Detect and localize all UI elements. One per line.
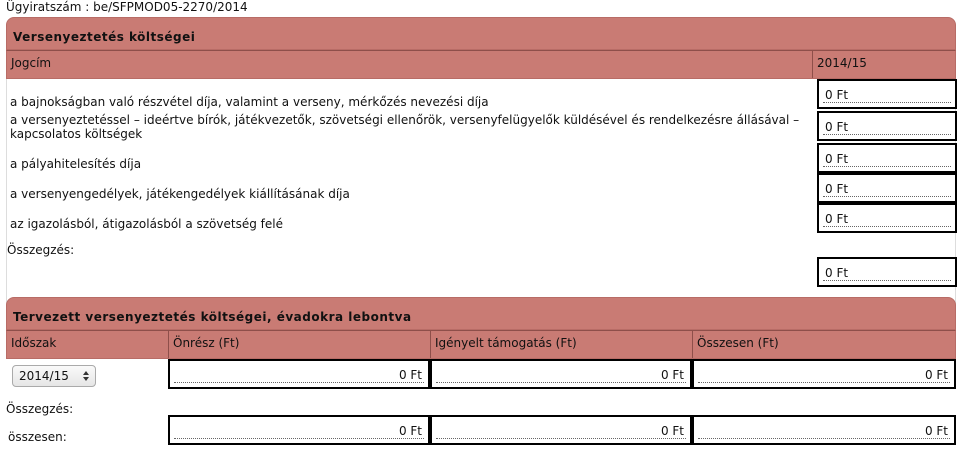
planned-panel (6, 297, 956, 447)
grand-total-field[interactable] (692, 415, 956, 445)
requested-field[interactable] (430, 359, 692, 389)
cost-amount-field[interactable] (817, 111, 957, 141)
own-share-value: 0 Ft (174, 369, 424, 383)
own-share-total-field[interactable] (168, 415, 430, 445)
costs-panel-header (6, 17, 956, 50)
col-season-header: 2014/15 (817, 56, 867, 70)
col-period-header: Időszak (7, 331, 169, 358)
cost-amount-value: 0 Ft (823, 153, 951, 167)
col-total-header: Összesen (Ft) (697, 336, 779, 350)
costs-summary-field[interactable] (817, 257, 957, 287)
cost-row-label: a versenyeztetéssel – ideértve bírók, játékvezetők, szövetségi ellenőrök, versenyfelügyelők küldésével és rendelkezésre állásával – kapcsolatos költségek (10, 113, 800, 141)
cost-amount-value: 0 Ft (823, 89, 951, 103)
cost-amount-field[interactable] (817, 79, 957, 109)
total-field[interactable] (692, 359, 956, 389)
grand-total-value: 0 Ft (698, 425, 950, 439)
costs-summary-value: 0 Ft (823, 267, 951, 281)
cost-amount-value: 0 Ft (823, 213, 951, 227)
planned-panel-title: Tervezett versenyeztetés költségei, évadokra lebontva (13, 310, 412, 324)
planned-panel-header (6, 297, 956, 330)
period-select[interactable] (12, 365, 96, 387)
requested-value: 0 Ft (436, 369, 686, 383)
planned-total-label: összesen: (8, 430, 67, 444)
costs-column-header (6, 50, 956, 79)
cost-amount-value: 0 Ft (823, 121, 951, 135)
requested-total-field[interactable] (430, 415, 692, 445)
own-share-field[interactable] (168, 359, 430, 389)
cost-row-label: az igazolásból, átigazolásból a szövetség felé (10, 217, 283, 231)
cost-amount-field[interactable] (817, 203, 957, 233)
costs-summary-label: Összegzés: (7, 243, 75, 257)
own-share-total-value: 0 Ft (174, 425, 424, 439)
stepper-arrows-icon (82, 369, 90, 383)
requested-total-value: 0 Ft (436, 425, 686, 439)
planned-summary-label: Összegzés: (6, 402, 74, 416)
col-requested-header: Igényelt támogatás (Ft) (431, 331, 693, 358)
cost-amount-field[interactable] (817, 143, 957, 173)
costs-panel-title: Versenyeztetés költségei (13, 30, 196, 44)
period-select-value: 2014/15 (19, 369, 69, 383)
cost-amount-value: 0 Ft (823, 183, 951, 197)
cost-amount-field[interactable] (817, 173, 957, 203)
cost-row-label: a bajnokságban való részvétel díja, valamint a verseny, mérkőzés nevezési díja (10, 95, 489, 109)
cost-row-label: a versenyengedélyek, játékengedélyek kiállításának díja (10, 187, 350, 201)
cost-row-label: a pályahitelesítés díja (10, 157, 142, 171)
total-value: 0 Ft (698, 369, 950, 383)
case-id: Ügyiratszám : be/SFPMOD05-2270/2014 (6, 0, 248, 14)
costs-panel (6, 17, 956, 287)
col-title-header: Jogcím (7, 51, 813, 78)
costs-rows (6, 79, 956, 309)
planned-column-header (6, 330, 956, 359)
col-own-share-header: Önrész (Ft) (169, 331, 431, 358)
